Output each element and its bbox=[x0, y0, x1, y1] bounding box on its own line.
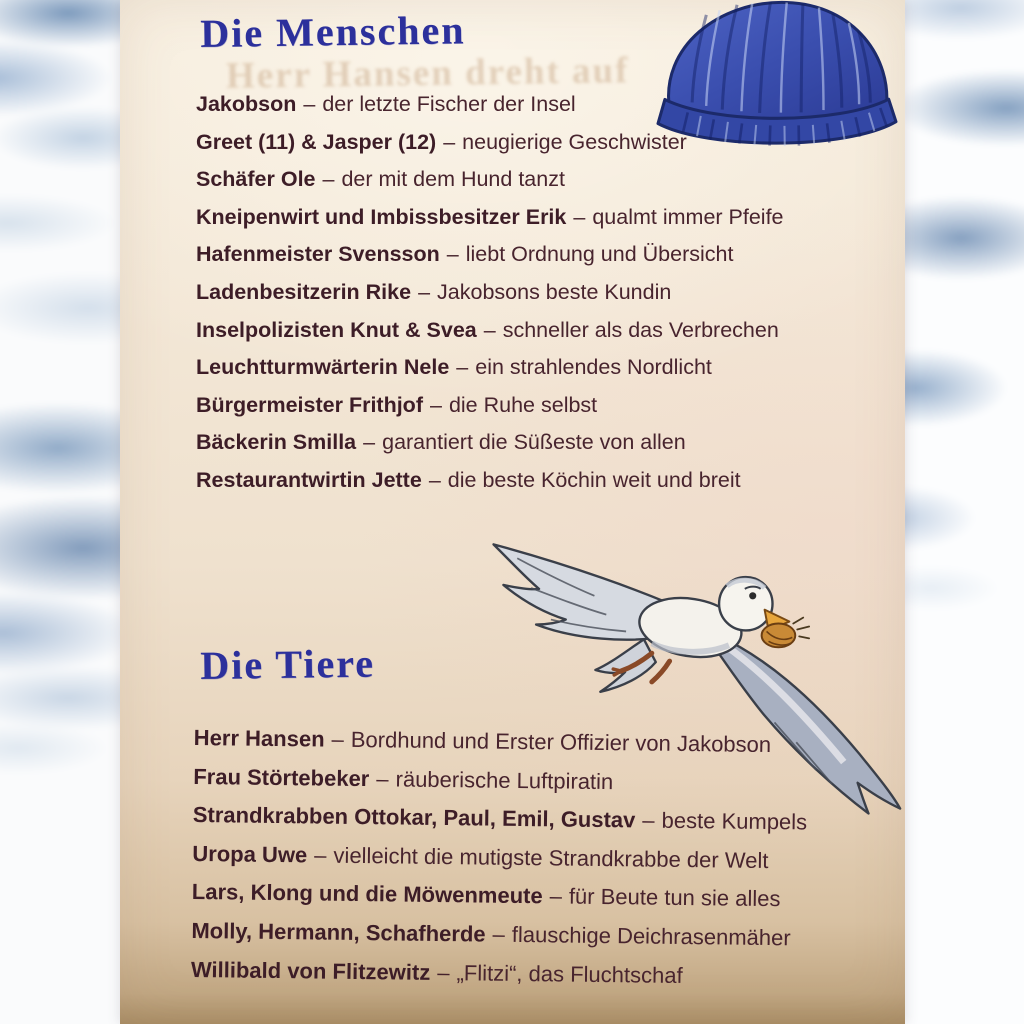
character-description: liebt Ordnung und Übersicht bbox=[465, 242, 734, 267]
character-entry bbox=[196, 424, 784, 462]
marbled-paper-left bbox=[0, 0, 122, 1024]
dash-separator: – bbox=[437, 959, 450, 985]
dash-separator: – bbox=[429, 392, 442, 417]
character-description: garantiert die Süßeste von allen bbox=[382, 430, 686, 455]
marbled-paper-right bbox=[903, 0, 1024, 1024]
dash-separator: – bbox=[456, 355, 469, 380]
character-name: Strandkrabben Ottokar, Paul, Emil, Gustav bbox=[192, 802, 636, 833]
character-name: Herr Hansen bbox=[193, 724, 325, 752]
marble-texture bbox=[903, 0, 1024, 1024]
character-entry bbox=[196, 349, 784, 387]
character-name: Inselpolizisten Knut & Svea bbox=[196, 317, 477, 342]
character-name: Hafenmeister Svensson bbox=[196, 242, 440, 267]
character-name: Uropa Uwe bbox=[192, 840, 308, 868]
book-page bbox=[120, 0, 905, 1024]
character-description: für Beute tun sie alles bbox=[568, 883, 781, 912]
character-entry bbox=[196, 124, 784, 162]
marble-texture bbox=[0, 0, 122, 1024]
character-entry bbox=[196, 387, 784, 425]
character-list-tiere bbox=[191, 719, 809, 997]
dash-separator: – bbox=[446, 242, 459, 267]
dash-separator: – bbox=[549, 883, 563, 909]
character-description: Bordhund und Erster Offizier von Jakobson bbox=[350, 726, 772, 758]
character-list-menschen bbox=[196, 86, 784, 500]
section-heading-menschen: Die Menschen bbox=[200, 7, 466, 56]
character-description: vielleicht die mutigste Strandkrabbe der Welt bbox=[333, 842, 769, 873]
character-description: flauschige Deichrasenmäher bbox=[511, 921, 791, 951]
character-name: Molly, Hermann, Schafherde bbox=[191, 917, 486, 947]
character-name: Kneipenwirt und Imbissbesitzer Erik bbox=[196, 204, 567, 229]
dash-separator: – bbox=[483, 317, 496, 342]
character-description: die beste Köchin weit und breit bbox=[447, 467, 741, 492]
character-description: der mit dem Hund tanzt bbox=[341, 167, 565, 192]
character-description: der letzte Fischer der Insel bbox=[322, 92, 576, 116]
character-entry bbox=[196, 236, 784, 274]
section-heading-tiere: Die Tiere bbox=[200, 640, 376, 688]
dash-separator: – bbox=[363, 430, 376, 455]
character-entry bbox=[196, 274, 784, 312]
dash-separator: – bbox=[642, 807, 655, 833]
dash-separator: – bbox=[418, 279, 431, 304]
character-description: die Ruhe selbst bbox=[448, 392, 598, 417]
dash-separator: – bbox=[303, 92, 316, 116]
dash-separator: – bbox=[314, 842, 327, 868]
character-name: Schäfer Ole bbox=[196, 167, 316, 192]
dash-separator: – bbox=[376, 765, 389, 791]
character-name: Frau Störtebeker bbox=[193, 763, 370, 791]
character-description: „Flitzi“, das Fluchtschaf bbox=[456, 959, 683, 988]
dash-separator: – bbox=[573, 204, 586, 229]
character-name: Willibald von Flitzewitz bbox=[190, 956, 431, 985]
dash-separator: – bbox=[492, 921, 506, 947]
character-description: räuberische Luftpiratin bbox=[395, 766, 614, 794]
character-entry bbox=[191, 951, 806, 997]
character-entry bbox=[196, 312, 784, 350]
character-description: qualmt immer Pfeife bbox=[592, 204, 784, 229]
character-entry bbox=[196, 199, 784, 237]
character-description: schneller als das Verbrechen bbox=[502, 317, 779, 342]
character-name: Greet (11) & Jasper (12) bbox=[196, 129, 437, 154]
character-entry bbox=[196, 462, 784, 500]
character-name: Jakobson bbox=[196, 92, 297, 116]
character-description: Jakobsons beste Kundin bbox=[437, 279, 672, 304]
character-name: Lars, Klong und die Möwenmeute bbox=[191, 879, 543, 909]
character-description: beste Kumpels bbox=[661, 807, 808, 835]
character-entry bbox=[196, 161, 784, 199]
character-name: Leuchtturmwärterin Nele bbox=[196, 355, 450, 380]
dash-separator: – bbox=[331, 726, 345, 752]
dash-separator: – bbox=[443, 129, 456, 154]
character-name: Ladenbesitzerin Rike bbox=[196, 279, 412, 304]
character-name: Bäckerin Smilla bbox=[196, 430, 357, 455]
character-name: Bürgermeister Frithjof bbox=[196, 392, 423, 417]
character-name: Restaurantwirtin Jette bbox=[196, 467, 422, 492]
character-description: neugierige Geschwister bbox=[462, 129, 687, 154]
character-description: ein strahlendes Nordlicht bbox=[475, 355, 712, 380]
bleed-through-title: Herr Hansen dreht auf bbox=[225, 50, 630, 97]
dash-separator: – bbox=[428, 467, 441, 492]
dash-separator: – bbox=[322, 167, 335, 192]
character-entry bbox=[196, 86, 784, 124]
